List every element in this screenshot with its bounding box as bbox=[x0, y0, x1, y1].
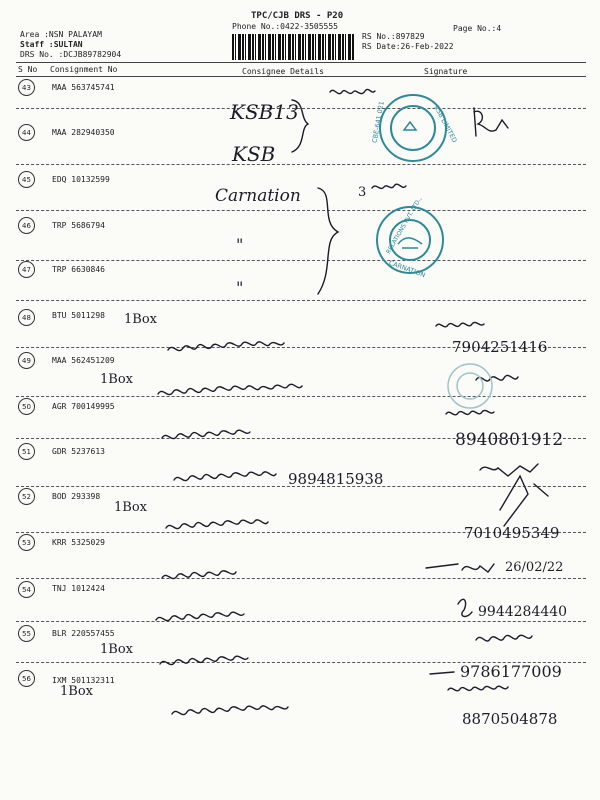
row-number: 44 bbox=[18, 124, 35, 141]
staff: Staff :SULTAN bbox=[20, 40, 83, 49]
handwritten-box-count: 1Box bbox=[100, 372, 133, 387]
col-signature: Signature bbox=[424, 67, 468, 76]
row-number: 51 bbox=[18, 443, 35, 460]
page-number: Page No.:4 bbox=[453, 24, 502, 33]
consignment-number: MAA 282940350 bbox=[52, 128, 115, 137]
tamil-handwriting bbox=[172, 706, 288, 715]
tamil-handwriting bbox=[174, 472, 276, 481]
carnation-stamp-top: RELATIONS PVT. LTD., bbox=[385, 195, 424, 256]
signature bbox=[500, 476, 548, 526]
faint-stamp bbox=[448, 364, 492, 408]
signature bbox=[480, 464, 538, 476]
tamil-handwriting bbox=[156, 612, 244, 620]
signature bbox=[474, 108, 508, 136]
tamil-handwriting bbox=[168, 342, 284, 351]
handwritten-phone: 7904251416 bbox=[452, 338, 548, 356]
signature bbox=[426, 564, 494, 572]
tamil-handwriting bbox=[162, 430, 250, 438]
handwritten-box-count: 1Box bbox=[100, 642, 133, 657]
consignment-number: IXM 501132311 bbox=[52, 676, 115, 685]
phone-number: Phone No.:0422-3505555 bbox=[232, 22, 338, 31]
handwritten-name: KSB bbox=[232, 142, 276, 166]
handwritten-box-count: 1Box bbox=[124, 312, 157, 327]
tamil-handwriting bbox=[158, 384, 302, 394]
tamil-handwriting bbox=[160, 656, 248, 664]
row-number: 47 bbox=[18, 261, 35, 278]
tamil-handwriting bbox=[372, 184, 406, 188]
handwritten-phone: 8940801912 bbox=[455, 430, 564, 450]
consignment-number: BLR 220557455 bbox=[52, 629, 115, 638]
consignment-number: TRP 5686794 bbox=[52, 221, 105, 230]
tamil-handwriting bbox=[436, 322, 484, 326]
row-number: 55 bbox=[18, 625, 35, 642]
tamil-handwriting bbox=[476, 635, 532, 641]
brace bbox=[292, 100, 308, 152]
handwritten-name: KSB13 bbox=[230, 100, 299, 124]
signature bbox=[458, 599, 472, 616]
handwritten-phone: 8870504878 bbox=[462, 710, 558, 728]
rs-number: RS No.:897829 bbox=[362, 32, 425, 41]
tamil-handwriting bbox=[162, 571, 236, 579]
handwritten-ditto: " bbox=[236, 235, 244, 254]
row-number: 53 bbox=[18, 534, 35, 551]
tamil-handwriting bbox=[330, 89, 375, 93]
handwritten-phone: 7010495349 bbox=[464, 524, 560, 542]
handwritten-phone: 9944284440 bbox=[478, 604, 568, 620]
consignment-number: TNJ 1012424 bbox=[52, 584, 105, 593]
handwritten-phone: 9786177009 bbox=[460, 662, 562, 681]
consignment-number: BOD 293398 bbox=[52, 492, 101, 501]
handwritten-phone: 9894815938 bbox=[288, 470, 384, 488]
consignment-number: KRR 5325029 bbox=[52, 538, 105, 547]
consignment-number: TRP 6630846 bbox=[52, 265, 105, 274]
consignment-number: EDQ 10132599 bbox=[52, 175, 110, 184]
ksb-stamp-code: CBE-641 021 bbox=[370, 100, 386, 144]
area: Area :NSN PALAYAM bbox=[20, 30, 102, 39]
row-number: 46 bbox=[18, 217, 35, 234]
document-title: TPC/CJB DRS - P20 bbox=[251, 11, 344, 21]
carnation-stamp-text: CARNATION bbox=[387, 258, 427, 280]
drs-number: DRS No. :DCJB89782904 bbox=[20, 50, 122, 59]
handwritten-box-count: 1Box bbox=[114, 500, 147, 515]
col-consignee: Consignee Details bbox=[242, 67, 324, 76]
row-number: 48 bbox=[18, 309, 35, 326]
col-sno: S No bbox=[18, 65, 38, 74]
row-number: 45 bbox=[18, 171, 35, 188]
tamil-handwriting bbox=[446, 410, 494, 414]
rs-date: RS Date:26-Feb-2022 bbox=[362, 42, 454, 51]
tamil-handwriting bbox=[166, 520, 268, 529]
handwritten-ditto: " bbox=[236, 278, 244, 297]
row-number: 52 bbox=[18, 488, 35, 505]
row-number: 49 bbox=[18, 352, 35, 369]
handwritten-box-count: 1Box bbox=[60, 684, 93, 699]
handwritten-name: Carnation bbox=[215, 186, 301, 206]
tamil-handwriting bbox=[448, 686, 508, 691]
row-number: 56 bbox=[18, 670, 35, 687]
dash bbox=[430, 672, 454, 674]
row-number: 43 bbox=[18, 79, 35, 96]
consignment-number: MAA 563745741 bbox=[52, 83, 115, 92]
col-consignment: Consignment No bbox=[50, 65, 118, 74]
consignment-number: GDR 5237613 bbox=[52, 447, 105, 456]
consignment-number: MAA 562451209 bbox=[52, 356, 115, 365]
ksb-stamp-text: KSB LIMITED bbox=[432, 103, 459, 145]
brace bbox=[318, 188, 338, 294]
consignment-number: AGR 700149995 bbox=[52, 402, 115, 411]
row-number: 50 bbox=[18, 398, 35, 415]
handwritten-count: 3 bbox=[358, 185, 367, 200]
row-number: 54 bbox=[18, 581, 35, 598]
consignment-number: BTU 5011298 bbox=[52, 311, 105, 320]
handwritten-date: 26/02/22 bbox=[505, 560, 564, 575]
